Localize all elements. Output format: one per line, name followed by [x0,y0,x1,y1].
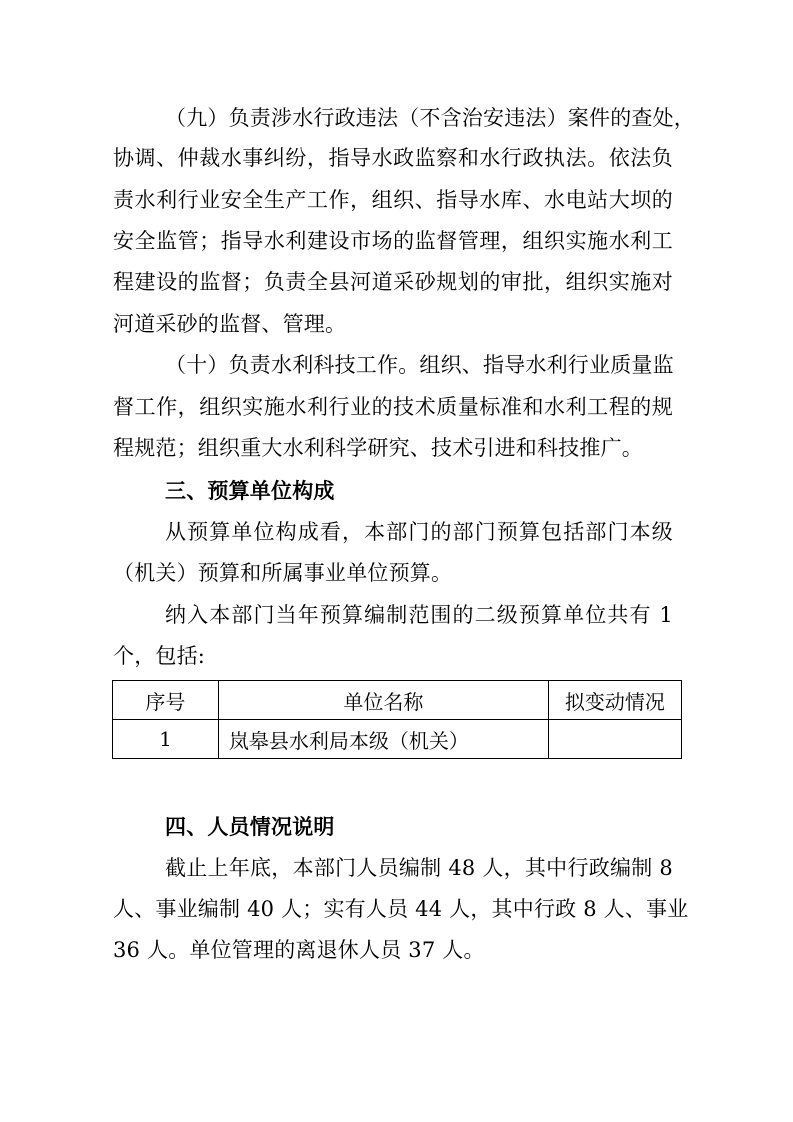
budget-units-table [112,680,682,759]
paragraph-line: 程建设的监督；负责全县河道采砂规划的审批，组织实施对 [113,270,673,294]
paragraph-line: （十）负责水利科技工作。组织、指导水利行业质量监 [165,353,674,377]
column-header-unit-name: 单位名称 [218,681,548,720]
cell-unit-name: 岚皋县水利局本级（机关） [218,720,548,759]
cell-number: 1 [113,720,219,759]
cell-planned-change [548,720,681,759]
paragraph-line: （九）负责涉水行政违法（不含治安违法）案件的查处， [165,106,695,130]
paragraph-line: 从预算单位构成看，本部门的部门预算包括部门本级 [165,520,673,544]
section-heading: 三、预算单位构成 [165,478,335,503]
paragraph-line: 协调、仲裁水事纠纷，指导水政监察和水行政执法。依法负 [113,146,673,170]
paragraph-line: 36 人。单位管理的离退休人员 37 人。 [113,938,485,962]
paragraph-line: 截止上年底，本部门人员编制 48 人，其中行政编制 8 [165,856,673,880]
table-row [113,720,682,759]
paragraph-line: 督工作，组织实施水利行业的技术质量标准和水利工程的规 [113,395,673,419]
paragraph-line: （机关）预算和所属事业单位预算。 [113,561,453,585]
column-header-number: 序号 [113,681,219,720]
paragraph-line: 责水利行业安全生产工作，组织、指导水库、水电站大坝的 [113,188,673,212]
column-header-planned-change: 拟变动情况 [548,681,681,720]
paragraph-line: 安全监管；指导水利建设市场的监督管理，组织实施水利工 [113,229,673,253]
section-heading: 四、人员情况说明 [165,814,335,839]
paragraph-line: 纳入本部门当年预算编制范围的二级预算单位共有 1 [165,603,673,627]
paragraph-line: 河道采砂的监督、管理。 [113,312,347,336]
paragraph-line: 人、事业编制 40 人；实有人员 44 人，其中行政 8 人、事业 [113,897,689,921]
paragraph-line: 程规范；组织重大水利科学研究、技术引进和科技推广。 [113,436,643,460]
paragraph-line: 个，包括: [113,644,206,668]
table-header-row [113,681,682,720]
